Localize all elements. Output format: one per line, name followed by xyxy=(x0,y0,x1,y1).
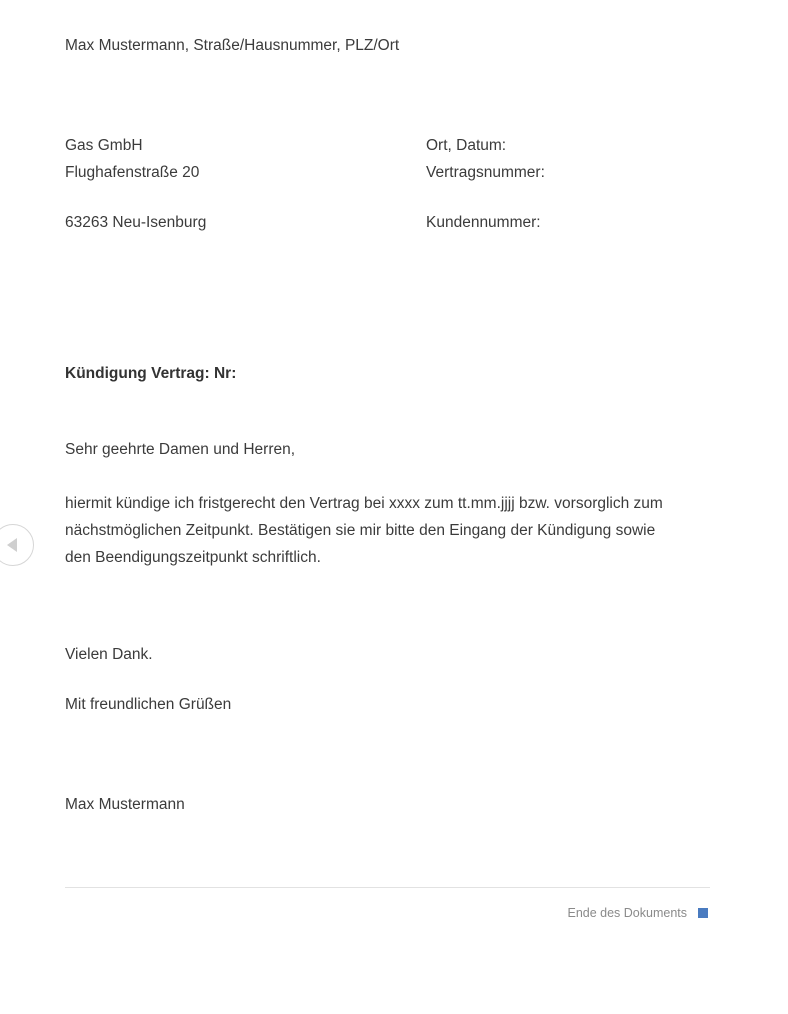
previous-page-button[interactable] xyxy=(0,524,34,566)
end-of-document-label: Ende des Dokuments xyxy=(567,906,687,920)
recipient-city: 63263 Neu-Isenburg xyxy=(65,214,207,231)
body-line: den Beendigungszeitpunkt schriftlich. xyxy=(65,549,321,566)
closing-line: Mit freundlichen Grüßen xyxy=(65,696,232,713)
place-date-label: Ort, Datum: xyxy=(426,137,507,154)
recipient-name: Gas GmbH xyxy=(65,137,143,154)
signature-name: Max Mustermann xyxy=(65,796,185,813)
subject-line: Kündigung Vertrag: Nr: xyxy=(65,365,237,382)
footer-divider xyxy=(65,887,710,888)
recipient-street: Flughafenstraße 20 xyxy=(65,164,200,181)
end-of-document-marker xyxy=(698,908,708,918)
chevron-left-icon xyxy=(3,536,21,554)
sender-line: Max Mustermann, Straße/Hausnummer, PLZ/Ort xyxy=(65,37,400,54)
body-line: hiermit kündige ich fristgerecht den Vertrag bei xxxx zum tt.mm.jjjj bzw. vorsorglich zum xyxy=(65,495,663,512)
thanks-line: Vielen Dank. xyxy=(65,646,153,663)
body-paragraph xyxy=(65,490,715,571)
body-line: nächstmöglichen Zeitpunkt. Bestätigen sie mir bitte den Eingang der Kündigung sowie xyxy=(65,522,656,539)
contract-number-label: Vertragsnummer: xyxy=(426,164,545,181)
salutation: Sehr geehrte Damen und Herren, xyxy=(65,441,296,458)
customer-number-label: Kundennummer: xyxy=(426,214,541,231)
